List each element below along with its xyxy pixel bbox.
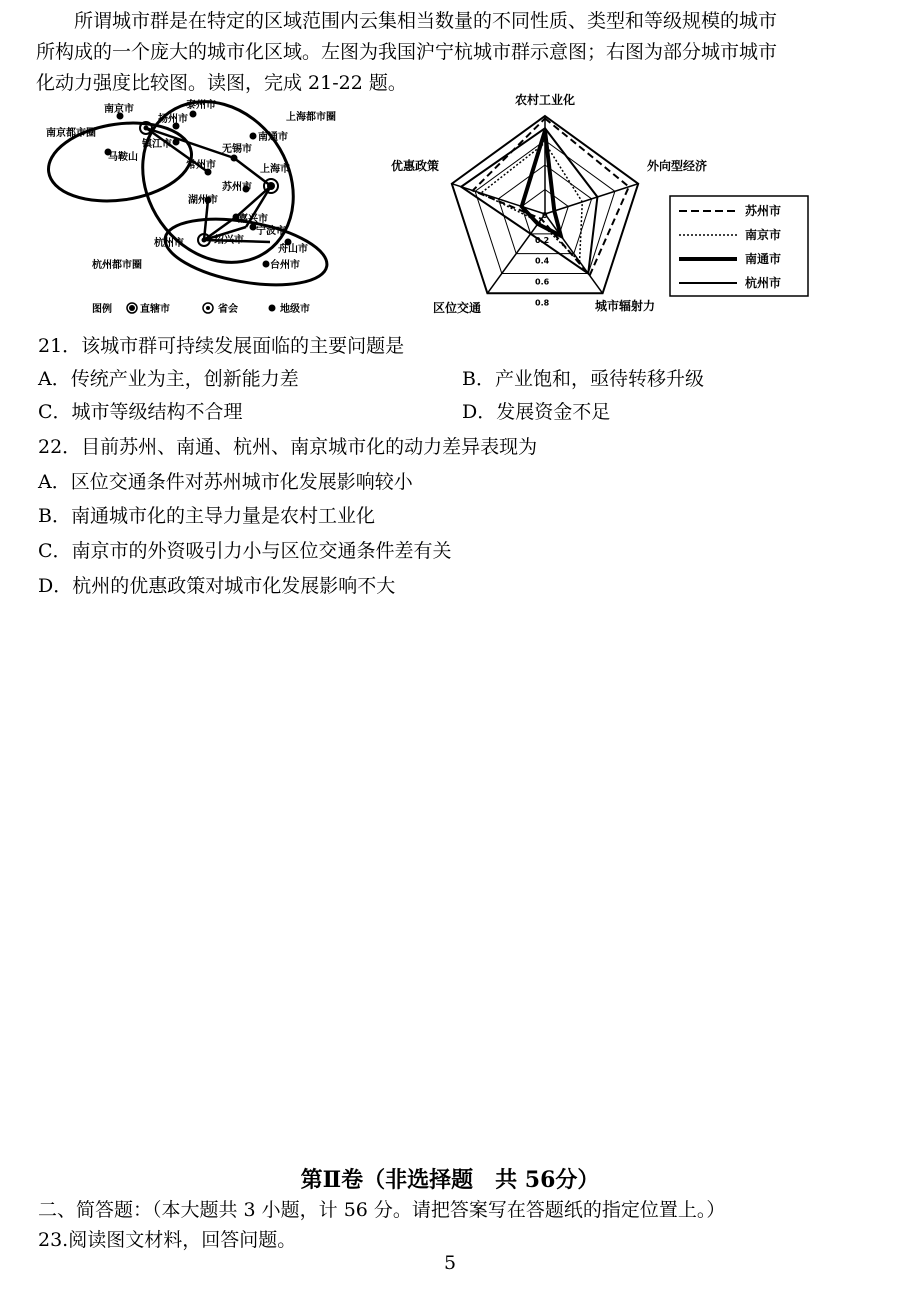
section-2-title: 第Ⅱ卷（非选择题 共 56分）	[300, 1167, 600, 1193]
q22-stem: 22．目前苏州、南通、杭州、南京城市化的动力差异表现为	[38, 436, 538, 458]
label-wuxi: 无锡市	[222, 144, 252, 155]
page-number: 5	[443, 1252, 457, 1274]
label-shanghai: 上海市	[260, 164, 290, 175]
label-jiaxing: 嘉兴市	[238, 214, 268, 225]
legend-hangzhou: 杭州市	[745, 276, 782, 290]
q21-option-c: C．城市等级结构不合理	[38, 401, 243, 423]
intro-line-3: 化动力强度比较图。读图，完成 21-22 题。	[36, 72, 407, 94]
label-zhoushan: 舟山市	[278, 244, 308, 255]
label-hangzhou-metro: 杭州都市圈	[92, 260, 142, 271]
tick-label-0.6: 0.6	[535, 277, 550, 287]
label-shanghai-metro: 上海都市圈	[286, 112, 336, 123]
label-taizhou2: 台州市	[270, 260, 300, 271]
tick-label-0: 0	[542, 211, 548, 220]
legend-nantong: 南通市	[745, 252, 782, 266]
tick-label-0.4: 0.4	[535, 256, 550, 266]
label-huzhou: 湖州市	[188, 195, 218, 206]
label-taizhou: 泰州市	[186, 100, 216, 111]
intro-line-2: 所构成的一个庞大的城市化区域。左图为我国沪宁杭城市群示意图；右图为部分城市城市	[36, 41, 778, 63]
axis-label-location-transport: 区位交通	[433, 301, 482, 315]
axis-label-urban-radiation: 城市辐射力	[595, 299, 656, 313]
q22-option-d: D．杭州的优惠政策对城市化发展影响不大	[38, 575, 396, 597]
q21-option-a: A．传统产业为主，创新能力差	[38, 368, 299, 390]
tick-label-0.8: 0.8	[535, 298, 550, 308]
legend-prefecture: 地级市	[280, 304, 310, 315]
label-zhenjiang: 镇江市	[142, 139, 172, 150]
label-suzhou: 苏州市	[222, 182, 252, 193]
tick-label-0.2: 0.2	[535, 235, 550, 245]
radar-legend	[670, 196, 808, 296]
q21-option-b: B．产业饱和，亟待转移升级	[462, 368, 704, 390]
axis-label-export-economy: 外向型经济	[647, 159, 708, 173]
legend-nanjing: 南京市	[745, 228, 782, 242]
map-legend	[92, 302, 310, 315]
intro-paragraph	[36, 6, 866, 99]
legend-municipality: 直辖市	[140, 304, 170, 315]
q22-option-a: A．区位交通条件对苏州城市化发展影响较小	[38, 471, 413, 493]
q21-stem: 21．该城市群可持续发展面临的主要问题是	[38, 335, 405, 357]
q22-option-b: B．南通城市化的主导力量是农村工业化	[38, 505, 375, 527]
legend-suzhou: 苏州市	[745, 204, 782, 218]
radar-chart	[385, 88, 815, 320]
label-changzhou: 常州市	[186, 160, 216, 171]
label-nantong: 南通市	[258, 132, 288, 143]
label-hangzhou: 杭州市	[154, 238, 184, 249]
intro-line-1: 所谓城市群是在特定的区域范围内云集相当数量的不同性质、类型和等级规模的城市	[74, 10, 778, 32]
spoke-4	[452, 184, 545, 214]
section-2-subtitle: 二、简答题：（本大题共 3 小题，计 56 分。请把答案写在答题纸的指定位置上。）	[38, 1199, 726, 1221]
axis-label-preferential-policy: 优惠政策	[391, 159, 440, 173]
q21-option-d: D．发展资金不足	[462, 401, 611, 423]
q23-stem: 23.阅读图文材料，回答问题。	[38, 1229, 297, 1251]
label-maanshan: 马鞍山	[108, 152, 138, 163]
label-nanjing: 南京市	[104, 104, 134, 115]
axis-label-rural-industrialization: 农村工业化	[515, 93, 576, 107]
legend-title: 图例	[92, 304, 112, 315]
legend-capital: 省会	[218, 304, 238, 315]
label-nanjing-metro: 南京都市圈	[46, 128, 96, 139]
q22-option-c: C．南京市的外资吸引力小与区位交通条件差有关	[38, 540, 452, 562]
label-shaoxing: 绍兴市	[214, 235, 244, 246]
city-cluster-map	[38, 92, 368, 322]
label-yangzhou: 扬州市	[158, 114, 188, 125]
label-ningbo: 宁波市	[256, 226, 286, 237]
